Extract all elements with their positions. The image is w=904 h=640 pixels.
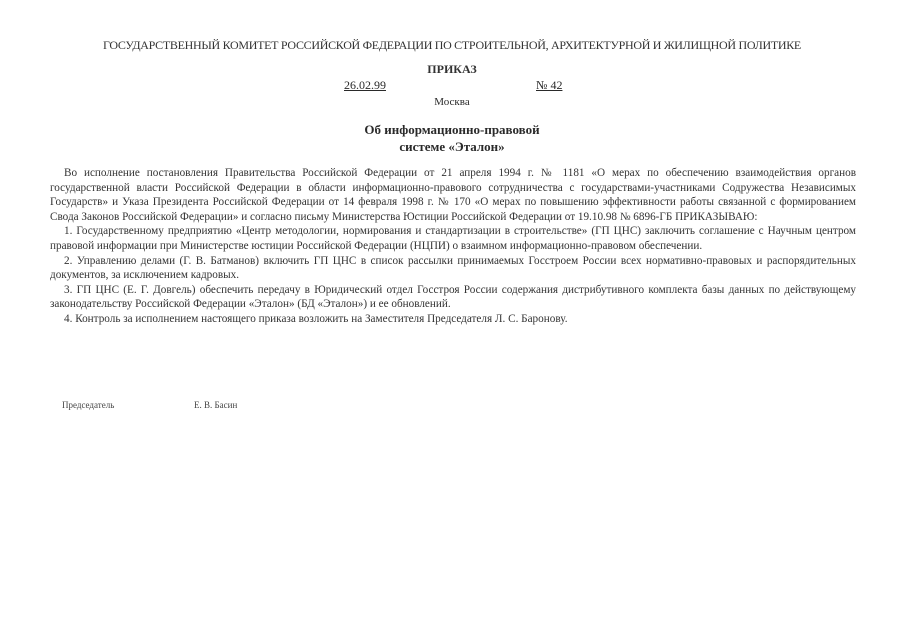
order-title: ПРИКАЗ <box>427 62 477 76</box>
order-item-3: 3. ГП ЦНС (Е. Г. Довгель) обеспечить передачу в Юридический отдел Госстроя России содержания дистрибутивного комплекта базы данных по действующему законодательству Российской Федерации «Эталон» (БД «Эталон») и ее обновлений. <box>50 283 856 311</box>
signature-role: Председатель <box>62 400 115 410</box>
order-item-1: 1. Государственному предприятию «Центр методологии, нормирования и стандартизации в строительстве» (ГП ЦНС) заключить соглашение с Научным центром правовой информации при Министерстве юстиции Российской Федерации (НЦПИ) о взаимном информационно-правовом обеспечении. <box>50 225 856 252</box>
order-date: 26.02.99 <box>344 78 386 92</box>
ministry-header: ГОСУДАРСТВЕННЫЙ КОМИТЕТ РОССИЙСКОЙ ФЕДЕРАЦИИ ПО СТРОИТЕЛЬНОЙ, АРХИТЕКТУРНОЙ И ЖИЛИЩНОЙ ПОЛИТИКЕ <box>103 38 801 52</box>
subject-line-1: Об информационно-правовой <box>364 122 540 137</box>
preamble-paragraph: Во исполнение постановления Правительства Российской Федерации от 21 апреля 1994 г. № 1181 «О мерах по обеспечению взаимодействия органов государственной власти Российской Федерации в области информационно-правового сотрудничества с государствами-участниками Содружества Независимых Государств» и Указа Президента Российской Федерации от 14 февраля 1998 г. № 170 «О мерах по повышению эффективности работы связанной с формированием Свода Законов Российской Федерации» и согласно письму Министерства Юстиции Российской Федерации от 19.10.98 № 6896-ГБ ПРИКАЗЫВАЮ: <box>50 167 856 223</box>
signature-name: Е. В. Басин <box>194 400 238 410</box>
subject-line-2: системе «Эталон» <box>399 139 505 154</box>
order-city: Москва <box>434 96 470 108</box>
order-item-4: 4. Контроль за исполнением настоящего приказа возложить на Заместителя Председателя Л. С. Баронову. <box>64 312 568 325</box>
order-number: № 42 <box>536 78 563 92</box>
order-item-2: 2. Управлению делами (Г. В. Батманов) включить ГП ЦНС в список рассылки принимаемых Госстроем России всех нормативно-правовых и распорядительных документов, за исключением кадровых. <box>50 254 856 282</box>
order-subject <box>0 121 904 155</box>
order-body <box>50 166 856 327</box>
